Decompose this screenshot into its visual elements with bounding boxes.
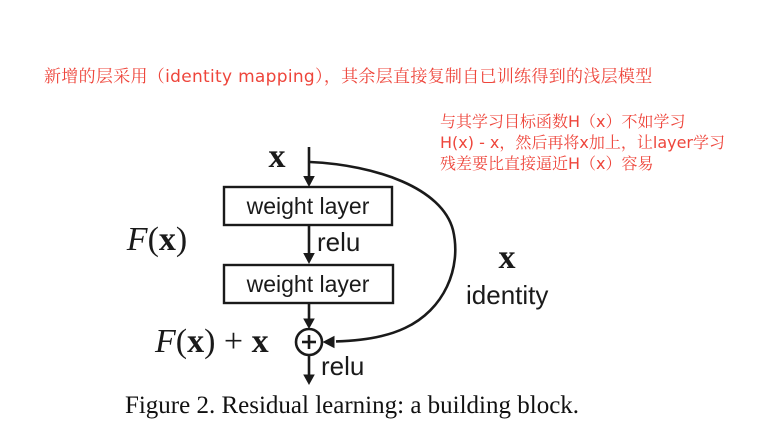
relu-output-label: relu [321, 351, 365, 381]
weight-layer-1-label: weight layer [246, 193, 370, 219]
side-annotation-line: H(x) - x，然后再将x加上，让layer学习 [440, 133, 726, 152]
identity-x-label: x [498, 239, 516, 276]
output-arrow [303, 356, 315, 386]
figure-caption: Figure 2. Residual learning: a building block. [124, 392, 580, 419]
input-x-label: x [268, 138, 286, 175]
relu-mid-label: relu [317, 227, 361, 257]
arrow-to-add-junction [303, 304, 315, 330]
residual-function-label: F(x) [126, 221, 188, 258]
script-f-glyph: F [126, 221, 148, 258]
script-f-glyph: F [155, 323, 176, 360]
top-annotation: 新增的层采用（identity mapping），其余层直接复制自已训练得到的浅层模型 [44, 67, 653, 87]
input-arrow [303, 147, 315, 187]
side-annotation-line: 与其学习目标函数H（x）不如学习 [440, 112, 686, 131]
arrow-between-layers [303, 226, 315, 265]
output-sum-label: F(x) + x [155, 323, 269, 360]
weight-layer-2-label: weight layer [246, 271, 370, 297]
add-junction [296, 329, 322, 355]
side-annotation-line: 残差要比直接逼近H（x）容易 [440, 154, 654, 173]
identity-label: identity [466, 280, 549, 310]
